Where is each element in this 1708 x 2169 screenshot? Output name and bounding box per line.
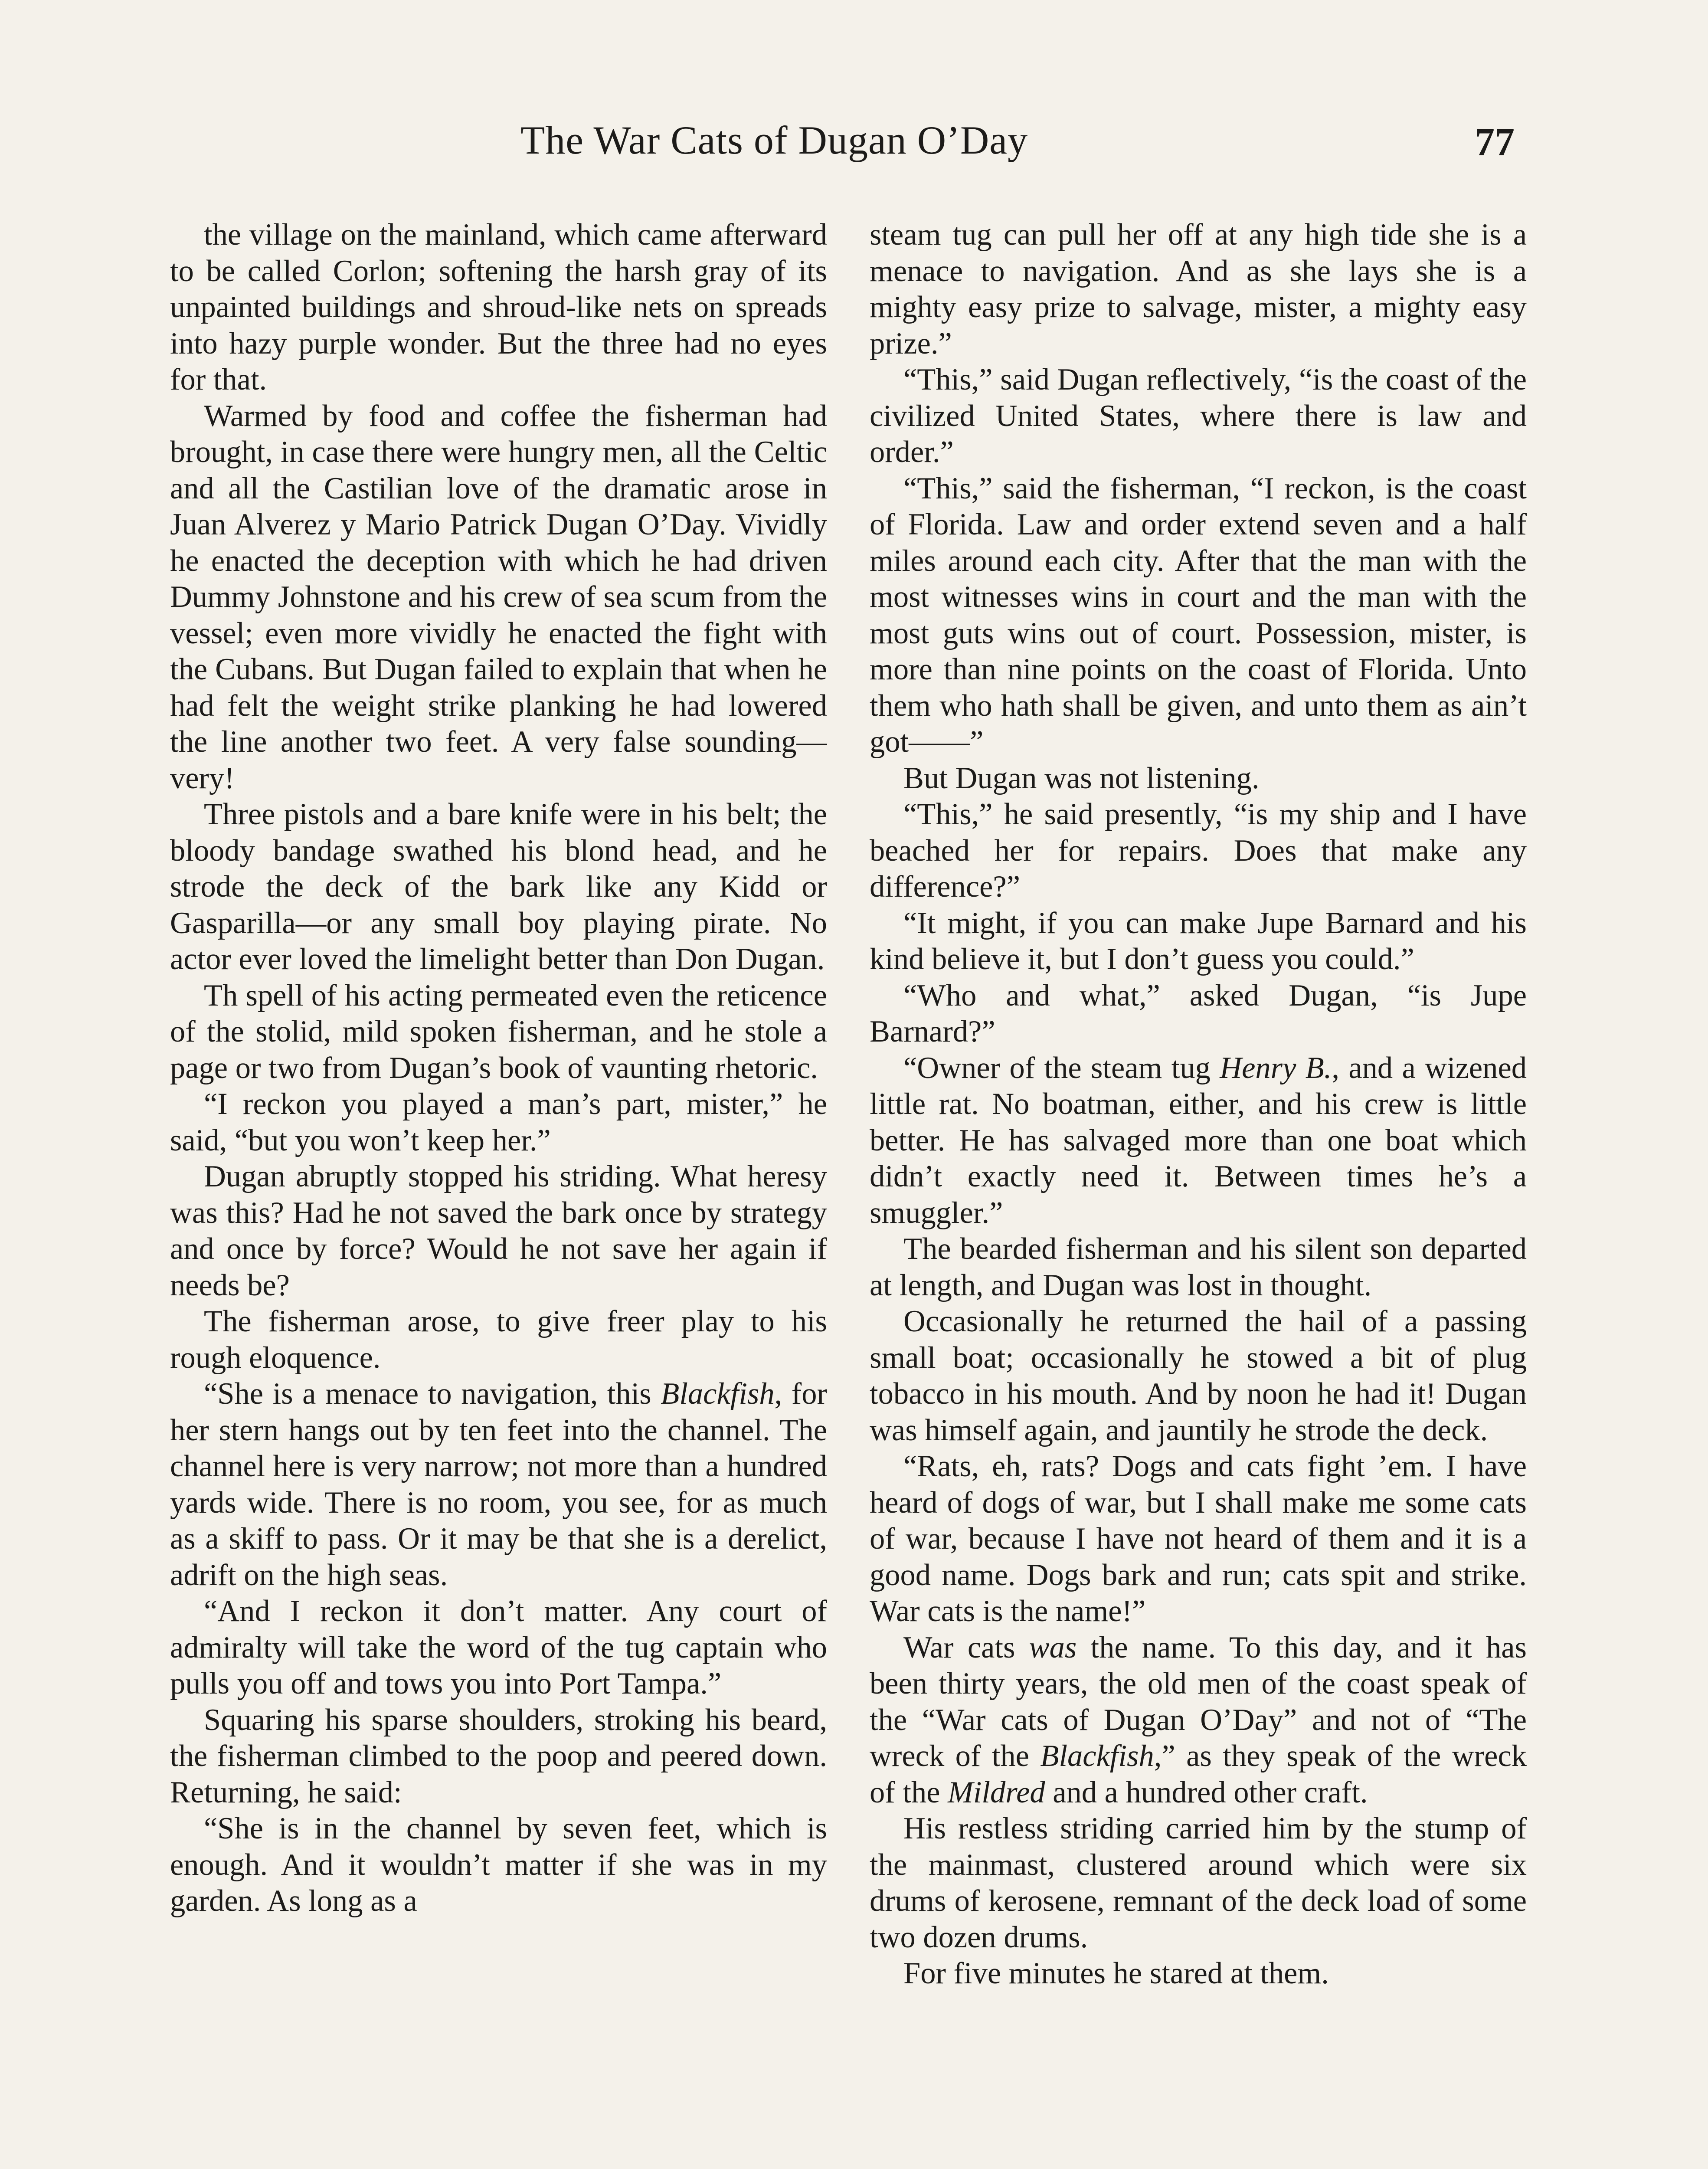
left-text-column: [170, 217, 827, 2169]
text-run: and a hundred other craft.: [1045, 1775, 1368, 1809]
text-run: Occasionally he returned the hail of a passing small boat; occasionally he stowed a bit of plug tobacco in his mouth. And by noon he had it! Dugan was himself again, and jauntily he strode the deck.: [870, 1304, 1527, 1447]
text-run: Squaring his sparse shoulders, stroking his beard, the fisherman climbed to the poop and peered down. Returning, he said:: [170, 1703, 827, 1809]
paragraph: [170, 217, 827, 398]
text-run: Warmed by food and coffee the fisherman had brought, in case there were hungry men, all the Celtic and all the Castilian love of the dramatic arose in Juan Alverez y Mario Patrick Dugan O’Day. Vividly he enacted the deception with which he had driven Dummy Johnstone and his crew of sea scum from the vessel; even more vividly he enacted the fight with the Cubans. But Dugan failed to explain that when he had felt the weight strike planking he had lowered the line another two feet. A very false sounding—very!: [170, 399, 827, 795]
paragraph: [870, 1811, 1527, 1956]
italic-text: Blackfish: [1040, 1739, 1154, 1773]
paragraph: [870, 1050, 1527, 1232]
italic-text: was: [1029, 1630, 1077, 1664]
text-run: “This,” said Dugan reflectively, “is the coast of the civilized United States, where there is law and order.”: [870, 363, 1527, 469]
text-run: The bearded fisherman and his silent son departed at length, and Dugan was lost in thought.: [870, 1232, 1527, 1302]
italic-text: Henry B.: [1220, 1051, 1332, 1085]
paragraph: [170, 1811, 827, 1920]
paragraph: [870, 1304, 1527, 1448]
text-run: , for her stern hangs out by ten feet into the channel. The channel here is very narrow; not more than a hundred yards wide. There is no room, you see, for as much as a skiff to pass. Or it may be that she is a derelict, adrift on the high seas.: [170, 1377, 827, 1592]
italic-text: Blackfish: [661, 1377, 775, 1411]
text-run: “This,” said the fisherman, “I reckon, is the coast of Florida. Law and order extend seven and a half miles around each city. After that the man with the most witnesses wins in court and the man with the most guts wins out of court. Possession, mister, is more than nine points on the coast of Florida. Unto them who hath shall be given, and unto them as ain’t got——”: [870, 471, 1527, 759]
paragraph: [170, 398, 827, 797]
text-run: His restless striding carried him by the stump of the mainmast, clustered around which were six drums of kerosene, remnant of the deck load of some two dozen drums.: [870, 1812, 1527, 1954]
paragraph: [870, 362, 1527, 471]
running-title: The War Cats of Dugan O’Day: [520, 118, 1028, 162]
paragraph: [870, 760, 1527, 797]
text-run: But Dugan was not listening.: [903, 761, 1260, 795]
text-run: the name. To this day, and it has been thirty years, the old men of the coast speak of the “War cats of Dugan O’Day” and not of “The wreck of the: [870, 1630, 1527, 1773]
text-run: “This,” he said presently, “is my ship and I have beached her for repairs. Does that make any difference?”: [870, 797, 1527, 904]
paragraph: [870, 1956, 1527, 1992]
paragraph: [170, 1159, 827, 1304]
paragraph: [170, 1376, 827, 1593]
text-run: For five minutes he stared at them.: [903, 1956, 1329, 1990]
text-run: “Rats, eh, rats? Dogs and cats fight ’em. I have heard of dogs of war, but I shall make me some cats of war, because I have not heard of them and it is a good name. Dogs bark and run; cats spit and strike. War cats is the name!”: [870, 1449, 1527, 1628]
paragraph: [870, 905, 1527, 978]
paragraph: [870, 978, 1527, 1050]
paragraph: [170, 1702, 827, 1811]
paragraph: [870, 471, 1527, 760]
paragraph: [870, 217, 1527, 362]
paragraph: [170, 1304, 827, 1376]
paragraph: [170, 1593, 827, 1702]
paragraph: [870, 1231, 1527, 1304]
paragraph: [170, 1086, 827, 1159]
paragraph: [870, 1448, 1527, 1630]
text-run: “And I reckon it don’t matter. Any court of admiralty will take the word of the tug captain who pulls you off and tows you into Port Tampa.”: [170, 1594, 827, 1700]
text-run: “She is in the channel by seven feet, which is enough. And it wouldn’t matter if she was in my garden. As long as a: [170, 1812, 827, 1918]
text-run: “Who and what,” asked Dugan, “is Jupe Barnard?”: [870, 978, 1527, 1048]
text-run: , and a wizened little rat. No boatman, either, and his crew is little better. He has salvaged more than one boat which didn’t exactly need it. Between times he’s a smuggler.”: [870, 1051, 1527, 1230]
text-run: “I reckon you played a man’s part, mister,” he said, “but you won’t keep her.”: [170, 1087, 827, 1157]
paragraph: [170, 978, 827, 1087]
page-number: 77: [1475, 120, 1515, 164]
text-run: steam tug can pull her off at any high tide she is a menace to navigation. And as she lays she is a mighty easy prize to salvage, mister, a mighty easy prize.”: [870, 218, 1527, 360]
text-run: War cats: [903, 1630, 1029, 1664]
text-run: “It might, if you can make Jupe Barnard and his kind believe it, but I don’t guess you could.”: [870, 906, 1527, 976]
text-run: the village on the mainland, which came afterward to be called Corlon; softening the harsh gray of its unpainted buildings and shroud-like nets on spreads into hazy purple wonder. But the three had no eyes for that.: [170, 218, 827, 396]
page-header: [0, 117, 1708, 178]
text-run: Three pistols and a bare knife were in his belt; the bloody bandage swathed his blond head, and he strode the deck of the bark like any Kidd or Gasparilla—or any small boy playing pirate. No actor ever loved the limelight better than Don Dugan.: [170, 797, 827, 976]
italic-text: Mildred: [948, 1775, 1045, 1809]
paragraph: [870, 796, 1527, 905]
text-run: Dugan abruptly stopped his striding. What heresy was this? Had he not saved the bark once by strategy and once by force? Would he not save her again if needs be?: [170, 1160, 827, 1302]
right-text-column: [870, 217, 1527, 2169]
text-run: “Owner of the steam tug: [903, 1051, 1220, 1085]
paragraph: [870, 1630, 1527, 1811]
text-run: The fisherman arose, to give freer play to his rough eloquence.: [170, 1304, 827, 1375]
text-run: “She is a menace to navigation, this: [204, 1377, 661, 1411]
text-run: ,” as they speak of the wreck of the: [870, 1739, 1527, 1809]
text-run: Th spell of his acting permeated even the reticence of the stolid, mild spoken fisherman, and he stole a page or two from Dugan’s book of vaunting rhetoric.: [170, 978, 827, 1085]
paragraph: [170, 796, 827, 978]
